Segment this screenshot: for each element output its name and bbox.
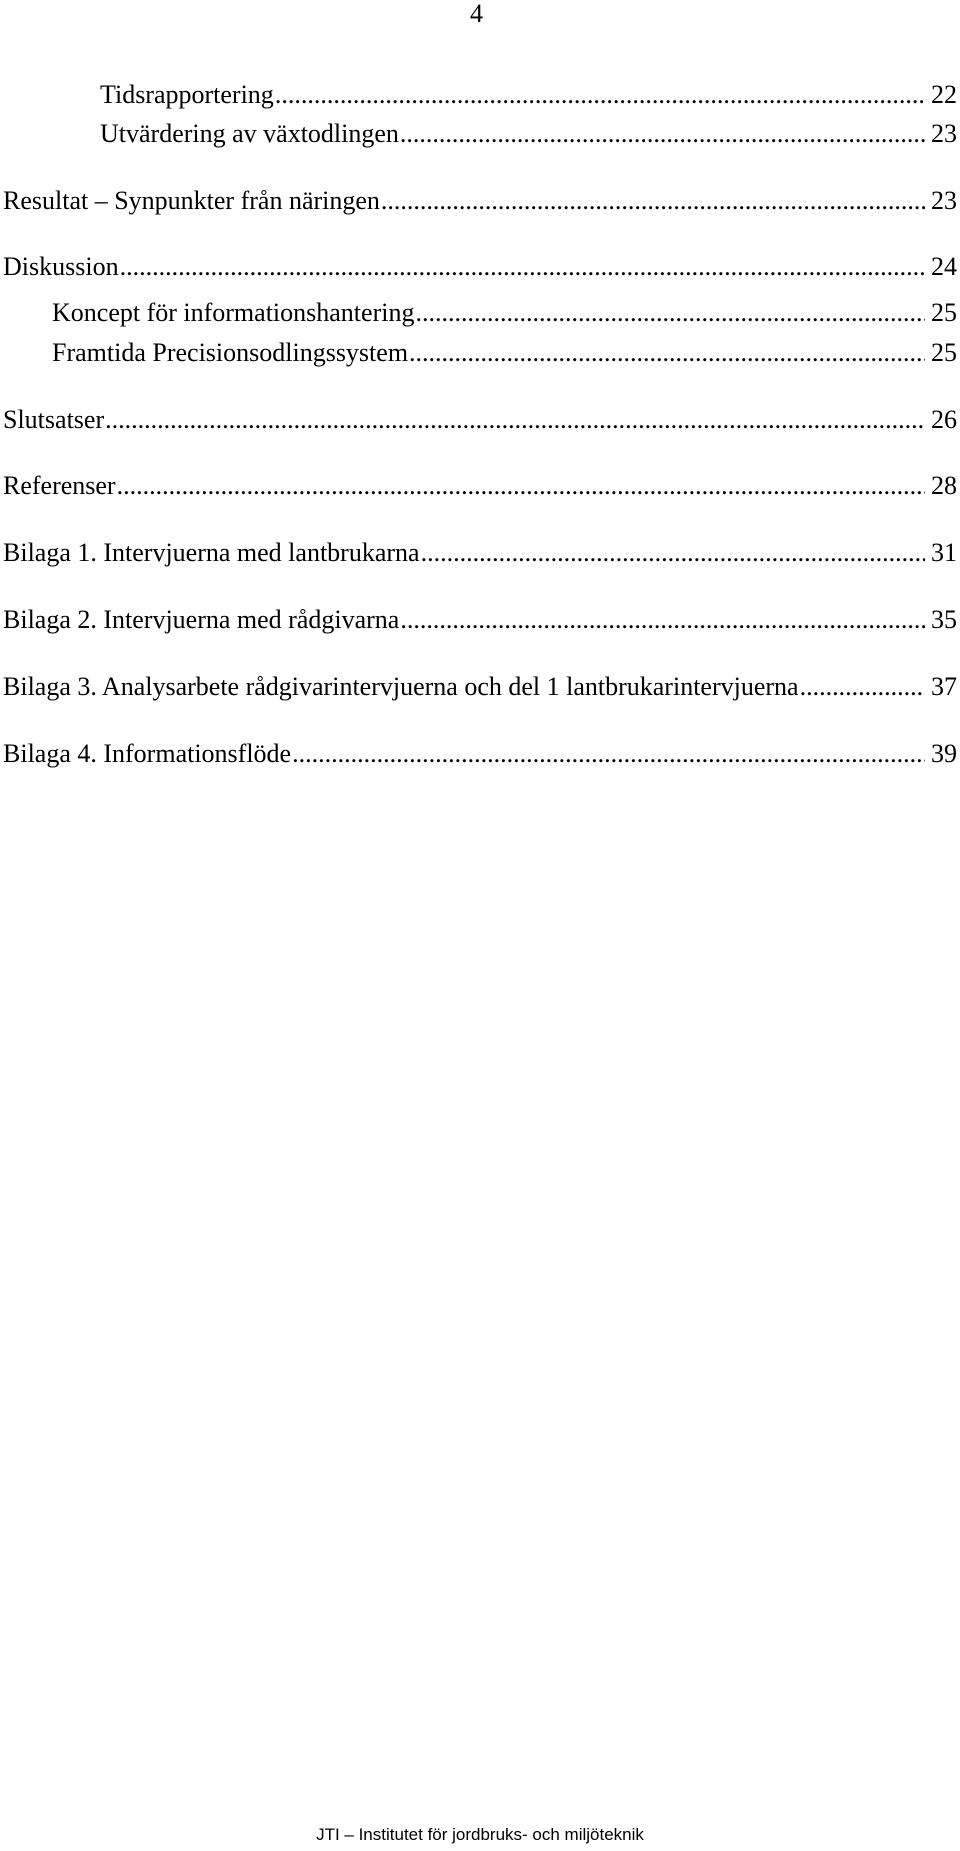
toc-dot-leader	[400, 117, 925, 151]
toc-dot-leader	[105, 403, 925, 437]
toc-dot-leader	[800, 670, 925, 704]
toc-entry[interactable]	[3, 469, 957, 503]
toc-entry[interactable]	[52, 336, 957, 370]
toc-entry-title: Referenser	[3, 471, 116, 500]
toc-entry-page: 39	[931, 739, 957, 768]
toc-entry-title: Bilaga 2. Intervjuerna med rådgivarna	[3, 605, 400, 634]
toc-entry[interactable]	[100, 78, 957, 112]
toc-dot-leader	[117, 469, 925, 503]
toc-entry-page: 26	[931, 405, 957, 434]
toc-dot-leader	[400, 603, 925, 637]
toc-entry-title: Bilaga 1. Intervjuerna med lantbrukarna	[3, 538, 420, 567]
toc-entry-page: 25	[931, 338, 957, 367]
toc-entry-title: Resultat – Synpunkter från näringen	[3, 186, 380, 215]
toc-entry-page: 24	[931, 252, 957, 281]
toc-entry-title: Bilaga 3. Analysarbete rådgivarintervjuerna och del 1 lantbrukarintervjuerna	[3, 672, 799, 701]
toc-entry-page: 23	[931, 186, 957, 215]
toc-entry[interactable]	[3, 670, 957, 704]
toc-entry-title: Framtida Precisionsodlingssystem	[52, 338, 409, 367]
toc-entry[interactable]	[3, 603, 957, 637]
toc-entry-page: 37	[931, 672, 957, 701]
toc-entry-title: Bilaga 4. Informationsflöde	[3, 739, 292, 768]
toc-entry-page: 28	[931, 471, 957, 500]
toc-dot-leader	[292, 737, 925, 771]
toc-entry[interactable]	[3, 737, 957, 771]
toc-dot-leader	[381, 184, 925, 218]
toc-dot-leader	[415, 296, 925, 330]
toc-entry-title: Slutsatser	[3, 405, 105, 434]
toc-entry-page: 22	[931, 80, 957, 109]
toc-entry-page: 25	[931, 298, 957, 327]
page-number: 4	[470, 0, 483, 28]
toc-entry-page: 35	[931, 605, 957, 634]
toc-entry[interactable]	[52, 296, 957, 330]
toc-dot-leader	[409, 336, 925, 370]
toc-dot-leader	[120, 250, 925, 284]
toc-entry[interactable]	[3, 250, 957, 284]
toc-entry[interactable]	[3, 403, 957, 437]
toc-dot-leader	[275, 78, 925, 112]
toc-entry-page: 23	[931, 119, 957, 148]
toc-entry-title: Koncept för informationshantering	[52, 298, 415, 327]
toc-entry-title: Utvärdering av växtodlingen	[100, 119, 399, 148]
toc-entry[interactable]	[3, 536, 957, 570]
toc-entry[interactable]	[100, 117, 957, 151]
page-footer: JTI – Institutet för jordbruks- och miljöteknik	[316, 1825, 644, 1844]
toc-entry-title: Tidsrapportering	[100, 80, 274, 109]
toc-dot-leader	[421, 536, 925, 570]
toc-entry-page: 31	[931, 538, 957, 567]
toc-entry[interactable]	[3, 184, 957, 218]
toc-entry-title: Diskussion	[3, 252, 119, 281]
